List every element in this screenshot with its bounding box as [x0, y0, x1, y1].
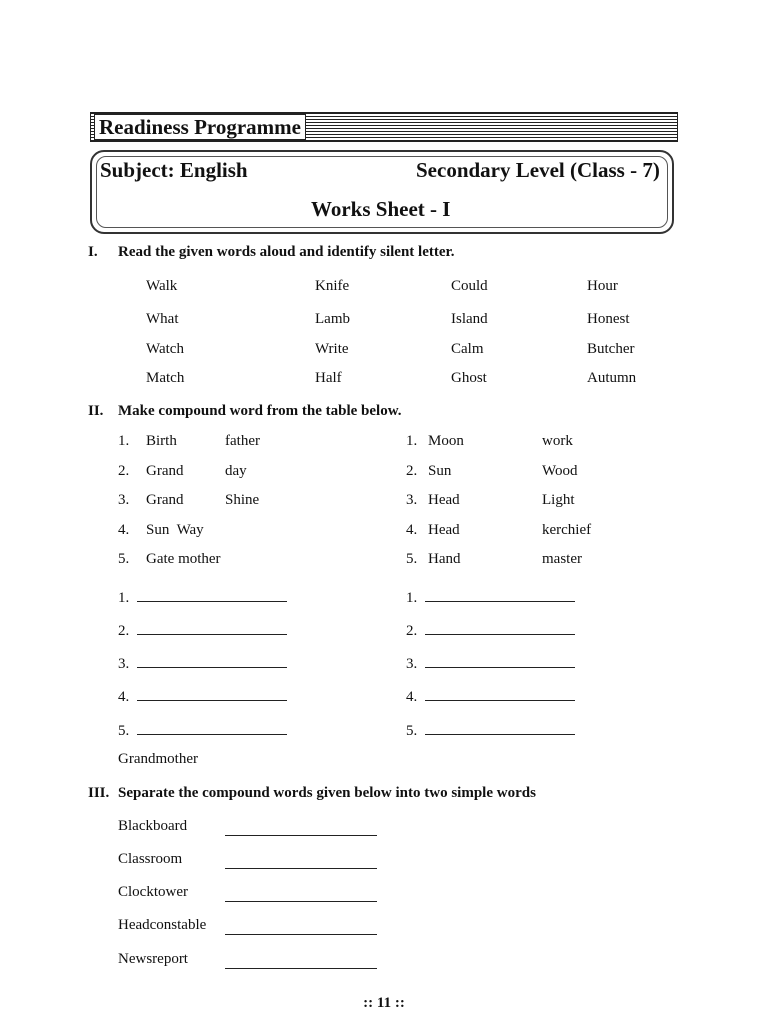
compound-word: Newsreport: [118, 951, 188, 967]
left-item-word-b: Shine: [225, 492, 260, 508]
separate-answer-blank[interactable]: [225, 820, 377, 836]
answer-blank[interactable]: [137, 618, 287, 635]
compound-word: Headconstable: [118, 917, 207, 933]
answer-number: 4.: [118, 689, 130, 705]
left-item-word-a: Grand: [146, 492, 184, 508]
silent-word: Hour: [587, 278, 618, 294]
answer-number: 1.: [118, 590, 130, 606]
answer-row-left: [118, 651, 287, 673]
silent-word: Autumn: [587, 370, 637, 386]
silent-word: Ghost: [451, 370, 487, 386]
section1-numeral: I.: [88, 244, 98, 260]
silent-word: Walk: [146, 278, 178, 294]
left-item-number: 5.: [118, 551, 130, 567]
silent-word: Write: [315, 341, 349, 357]
worksheet-title: Works Sheet - I: [311, 197, 451, 221]
answer-blank[interactable]: [425, 618, 575, 635]
answer-blank[interactable]: [137, 651, 287, 668]
silent-word: Could: [451, 278, 488, 294]
silent-word: Watch: [146, 341, 184, 357]
answer-number: 5.: [406, 723, 418, 739]
right-item-word-a: Moon: [428, 433, 464, 449]
answer-number: 3.: [406, 656, 418, 672]
left-item-word-b: day: [225, 463, 247, 479]
silent-word: What: [146, 311, 179, 327]
left-item-number: 2.: [118, 463, 130, 479]
right-item-word-b: Light: [542, 492, 575, 508]
separate-answer-blank[interactable]: [225, 919, 377, 935]
separate-answer-blank[interactable]: [225, 853, 377, 869]
answer-blank[interactable]: [425, 684, 575, 701]
left-item-word-b: father: [225, 433, 260, 449]
silent-word: Honest: [587, 311, 630, 327]
separate-answer-blank[interactable]: [225, 886, 377, 902]
section1-instruction: Read the given words aloud and identify silent letter.: [118, 244, 455, 260]
answer-blank[interactable]: [425, 718, 575, 735]
page-number: :: 11 ::: [363, 995, 405, 1011]
answer-row-left: [118, 718, 287, 740]
answer-number: 4.: [406, 689, 418, 705]
section3-numeral: III.: [88, 785, 110, 801]
section2-instruction: Make compound word from the table below.: [118, 403, 402, 419]
right-item-number: 5.: [406, 551, 418, 567]
answer-blank[interactable]: [137, 585, 287, 602]
silent-word: Butcher: [587, 341, 635, 357]
level-label: Secondary Level (Class - 7): [416, 158, 660, 182]
silent-word: Knife: [315, 278, 350, 294]
left-item-number: 1.: [118, 433, 130, 449]
answer-blank[interactable]: [425, 651, 575, 668]
section3-instruction: Separate the compound words given below into two simple words: [118, 785, 536, 801]
left-item-word-a: Birth: [146, 433, 177, 449]
answer-row-right: [406, 651, 575, 673]
answer-row-left: [118, 585, 287, 607]
left-item-number: 4.: [118, 522, 130, 538]
right-item-number: 4.: [406, 522, 418, 538]
answer-row-right: [406, 618, 575, 640]
right-item-word-a: Hand: [428, 551, 461, 567]
answer-row-right: [406, 718, 575, 740]
answer-number: 1.: [406, 590, 418, 606]
answer-blank[interactable]: [425, 585, 575, 602]
left-item-number: 3.: [118, 492, 130, 508]
silent-word: Half: [315, 370, 342, 386]
section2-numeral: II.: [88, 403, 104, 419]
separate-answer-blank[interactable]: [225, 953, 377, 969]
compound-word: Blackboard: [118, 818, 188, 834]
programme-banner: [90, 112, 678, 142]
answer-row-left: [118, 618, 287, 640]
silent-word: Calm: [451, 341, 484, 357]
left-item-word-a: Sun Way: [146, 522, 204, 538]
answer-number: 3.: [118, 656, 130, 672]
right-item-word-a: Head: [428, 522, 460, 538]
left-item-word-a: Grand: [146, 463, 184, 479]
answer-blank[interactable]: [137, 684, 287, 701]
answer-row-right: [406, 684, 575, 706]
right-item-number: 1.: [406, 433, 418, 449]
right-item-number: 2.: [406, 463, 418, 479]
right-item-word-a: Sun: [428, 463, 452, 479]
answer-row-left: [118, 684, 287, 706]
right-item-word-b: Wood: [542, 463, 578, 479]
right-item-word-b: kerchief: [542, 522, 592, 538]
answer-number: 2.: [118, 623, 130, 639]
compound-word: Classroom: [118, 851, 183, 867]
answer-blank[interactable]: [137, 718, 287, 735]
example-answer: Grandmother: [118, 751, 198, 767]
right-item-word-b: master: [542, 551, 582, 567]
right-item-word-a: Head: [428, 492, 460, 508]
answer-number: 2.: [406, 623, 418, 639]
compound-word: Clocktower: [118, 884, 188, 900]
right-item-number: 3.: [406, 492, 418, 508]
left-item-word-a: Gate mother: [146, 551, 221, 567]
silent-word: Lamb: [315, 311, 350, 327]
subject-label: Subject: English: [100, 158, 248, 182]
silent-word: Match: [146, 370, 185, 386]
silent-word: Island: [451, 311, 488, 327]
answer-row-right: [406, 585, 575, 607]
programme-title: Readiness Programme: [94, 114, 306, 140]
answer-number: 5.: [118, 723, 130, 739]
right-item-word-b: work: [542, 433, 573, 449]
